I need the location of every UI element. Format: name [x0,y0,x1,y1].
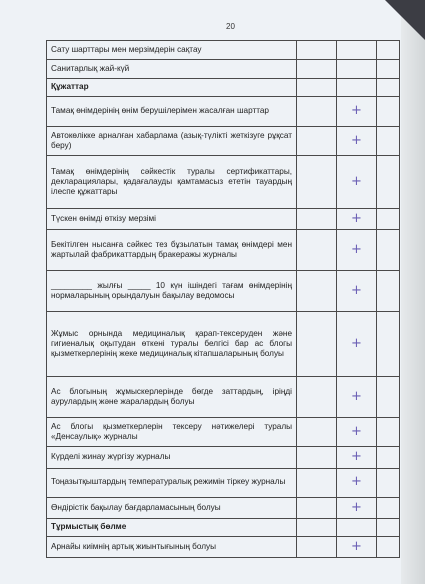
mark-cell [377,418,400,447]
table-row [47,312,400,377]
check-mark: + [337,127,377,156]
criterion-text: Сату шарттары мен мерзімдерін сақтау [47,41,297,60]
table-row [47,447,400,468]
checklist-table [46,40,400,558]
table-row [47,418,400,447]
mark-cell [377,41,400,60]
criterion-text: Жұмыс орнында медициналық қарап-тексеруден және гигиеналық оқытудан өткені туралы белгісі бар ас блогы қызметкерлерінің жеке медициналық кітапшаларының болуы [47,312,297,377]
mark-cell [377,536,400,557]
mark-cell [297,60,337,79]
section-title: Тұрмыстық бөлме [47,518,297,536]
check-mark: + [337,418,377,447]
check-mark: + [337,209,377,230]
mark-cell [297,156,337,209]
check-mark [337,60,377,79]
check-mark: + [337,468,377,497]
mark-cell [377,60,400,79]
criterion-text: Тамақ өнімдерінің өнім берушілерімен жасалған шарттар [47,97,297,127]
check-mark: + [337,156,377,209]
table-row [47,468,400,497]
criterion-text: Түскен өнімді өткізу мерзімі [47,209,297,230]
section-header-row [47,79,400,97]
criterion-text: Автокөлікке арналған хабарлама (азық-түлікті жеткізуге рұқсат беру) [47,127,297,156]
section-header-row [47,518,400,536]
criterion-text: Ас блогының жұмыскерлерінде бөгде заттардың, іріңді аурулардың және жаралардың болуы [47,377,297,418]
table-row [47,127,400,156]
check-mark: + [337,97,377,127]
check-mark: + [337,447,377,468]
mark-cell [377,518,400,536]
mark-cell [297,312,337,377]
mark-cell [377,209,400,230]
table-row [47,230,400,271]
check-mark: + [337,271,377,312]
mark-cell [297,518,337,536]
table-row [47,497,400,518]
criterion-text: Ас блогы қызметкерлерін тексеру нәтижелері туралы «Денсаулық» журналы [47,418,297,447]
table-row [47,271,400,312]
mark-cell [377,447,400,468]
check-mark: + [337,230,377,271]
mark-cell [377,230,400,271]
mark-cell [377,156,400,209]
table-row [47,97,400,127]
table-row [47,156,400,209]
table-row [47,536,400,557]
check-mark: + [337,312,377,377]
mark-cell [297,41,337,60]
criterion-text: Тамақ өнімдерінің сәйкестік туралы сертификаттары, декларациялары, қадағалауды қамтамасыз ететін тауардың ілеспе құжаттары [47,156,297,209]
table-row [47,209,400,230]
mark-cell [377,468,400,497]
check-mark [337,79,377,97]
section-title: Құжаттар [47,79,297,97]
mark-cell [377,97,400,127]
mark-cell [297,97,337,127]
checklist-body [47,41,400,558]
mark-cell [377,271,400,312]
mark-cell [297,497,337,518]
mark-cell [297,230,337,271]
mark-cell [377,312,400,377]
check-mark: + [337,536,377,557]
check-mark: + [337,377,377,418]
mark-cell [297,271,337,312]
check-mark [337,41,377,60]
criterion-text: Санитарлық жай-күй [47,60,297,79]
criterion-text: Арнайы киімнің артық жиынтығының болуы [47,536,297,557]
page-number: 20 [226,22,235,31]
table-row [47,377,400,418]
mark-cell [377,127,400,156]
mark-cell [297,447,337,468]
criterion-text: Күрделі жинау жүргізу журналы [47,447,297,468]
mark-cell [377,377,400,418]
criterion-text: Бекітілген нысанға сәйкес тез бұзылатын тамақ өнімдері мен жартылай фабрикаттардың бракеражы журналы [47,230,297,271]
mark-cell [377,497,400,518]
binder-corner [385,0,425,40]
criterion-text: Өндірістік бақылау бағдарламасының болуы [47,497,297,518]
table-row [47,60,400,79]
table-row [47,41,400,60]
mark-cell [297,536,337,557]
mark-cell [377,79,400,97]
mark-cell [297,468,337,497]
mark-cell [297,377,337,418]
check-mark: + [337,497,377,518]
mark-cell [297,79,337,97]
criterion-text: _________ жылғы _____ 10 күн ішіндегі тағам өнімдерінің нормаларының орындалуын бақылау ведомосы [47,271,297,312]
mark-cell [297,127,337,156]
mark-cell [297,209,337,230]
check-mark [337,518,377,536]
criterion-text: Тоңазытқыштардың температуралық режимін тіркеу журналы [47,468,297,497]
page-edge [401,0,425,584]
mark-cell [297,418,337,447]
